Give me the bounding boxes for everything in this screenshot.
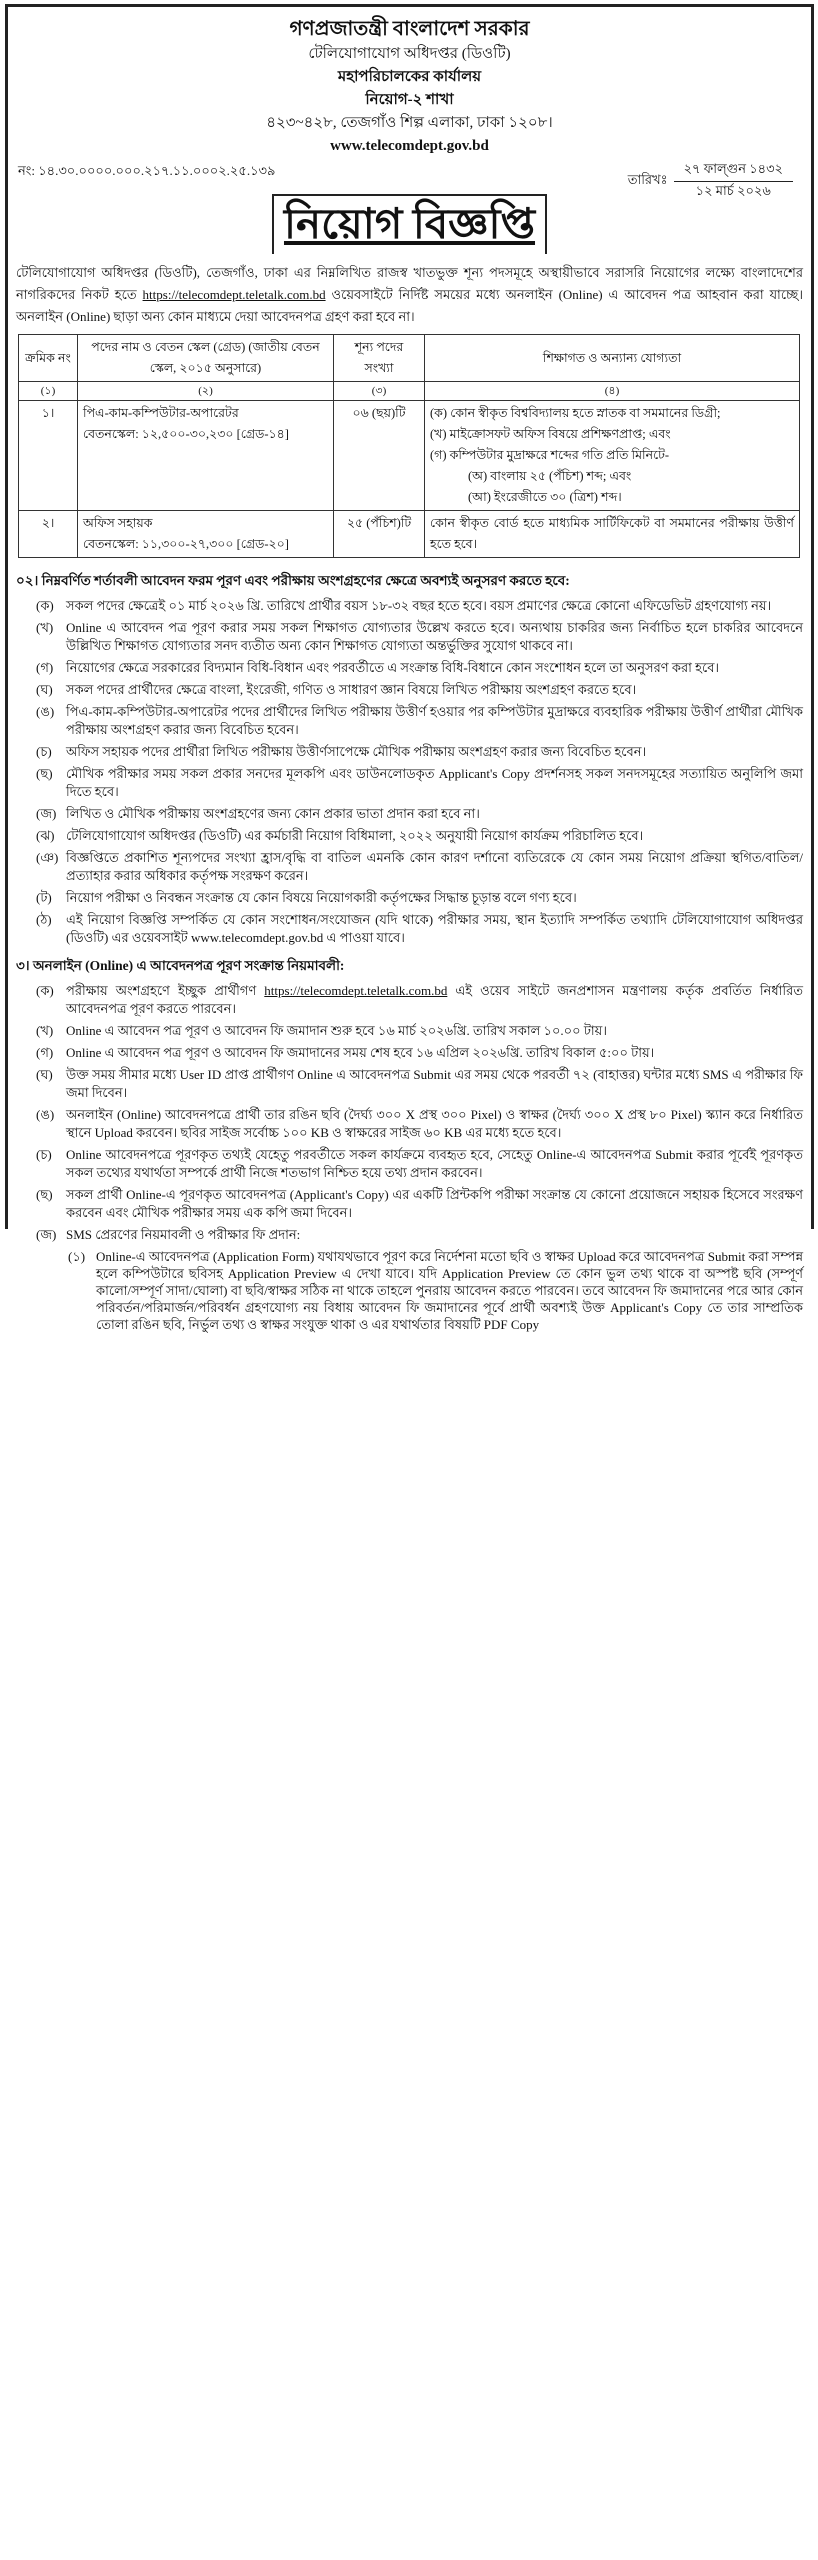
- item-key: (খ): [36, 1023, 54, 1038]
- list-item: [36, 619, 803, 655]
- item-text: সকল প্রার্থী Online-এ পূরণকৃত আবেদনপত্র (Applicant's Copy) এর একটি প্রিন্টকপি পরীক্ষা সংক্রান্ত যে কোনো প্রয়োজনে সহায়ক হিসেবে সংরক্ষণ করবেন এবং মৌখিক পরীক্ষার সময় এক কপি জমা দিবেন।: [66, 1187, 803, 1220]
- item-key: (চ): [36, 744, 52, 759]
- item-text: অনলাইন (Online) আবেদনপত্রে প্রার্থী তার রঙিন ছবি (দৈর্ঘ্য ৩০০ X প্রস্থ ৩০০ Pixel) ও স্বাক্ষর (দৈর্ঘ্য ৩০০ X প্রস্থ ৮০ Pixel) স্ক্যান করে নির্ধারিত স্থানে Upload করবেন। ছবির সাইজ সর্বোচ্চ ১০০ KB ও স্বাক্ষরের সাইজ ৬০ KB এর মধ্যে হতে হবে।: [66, 1107, 803, 1140]
- item-key: (ঘ): [36, 682, 53, 697]
- col-number: (১): [19, 382, 78, 401]
- item-text: পিএ-কাম-কম্পিউটার-অপারেটর পদের প্রার্থীদের লিখিত পরীক্ষায় উত্তীর্ণ হওয়ার পর কম্পিউটার মুদ্রাক্ষরে ব্যবহারিক পরীক্ষায় উত্তীর্ণ প্রার্থীরা মৌখিক পরীক্ষায় অংশগ্রহণ করার জন্য বিবেচিত হবেন।: [66, 704, 803, 737]
- col-header-post: পদের নাম ও বেতন স্কেল (গ্রেড) (জাতীয় বেতন স্কেল, ২০১৫ অনুসারে): [78, 335, 334, 382]
- item-key: (ঞ): [36, 850, 59, 865]
- teletalk-link[interactable]: https://telecomdept.teletalk.com.bd: [264, 983, 448, 998]
- government-name: গণপ্রজাতন্ত্রী বাংলাদেশ সরকার: [289, 18, 530, 40]
- item-key: (খ): [36, 620, 54, 635]
- item-text: SMS প্রেরণের নিয়মাবলী ও পরীক্ষার ফি প্রদান:: [66, 1227, 301, 1242]
- vacancy-count: ২৫ (পঁচিশ)টি: [334, 511, 425, 558]
- item-key: (ক): [36, 598, 54, 613]
- list-item: [36, 1066, 803, 1102]
- date-english: ১২ মার্চ ২০২৬: [695, 183, 771, 198]
- item-text: সকল পদের প্রার্থীদের ক্ষেত্রে বাংলা, ইংরেজী, গণিত ও সাধারণ জ্ঞান বিষয়ে লিখিত পরীক্ষায় অংশগ্রহণ করতে হবে।: [66, 682, 637, 697]
- teletalk-link[interactable]: https://telecomdept.teletalk.com.bd: [142, 287, 326, 302]
- col-header-qualification: শিক্ষাগত ও অন্যান্য যোগ্যতা: [425, 335, 800, 382]
- item-key: (ক): [36, 983, 54, 998]
- item-text: নিয়োগের ক্ষেত্রে সরকারের বিদ্যমান বিধি-বিধান এবং পরবর্তীতে এ সংক্রান্ত বিধি-বিধানে কোন সংশোধন হলে তা অনুসরণ করা হবে।: [66, 660, 720, 675]
- qualification: (গ) কম্পিউটার মুদ্রাক্ষরে শব্দের গতি প্রতি মিনিটে-: [430, 448, 670, 462]
- list-item: [36, 827, 803, 845]
- date-label: তারিখঃ: [627, 172, 668, 187]
- list-item: [36, 849, 803, 885]
- item-key: (ছ): [36, 766, 53, 781]
- item-key: (জ): [36, 806, 57, 821]
- item-text: লিখিত ও মৌখিক পরীক্ষায় অংশগ্রহণের জন্য কোন প্রকার ভাতা প্রদান করা হবে না।: [66, 806, 480, 821]
- item-key: (ঙ): [36, 1107, 55, 1122]
- pay-scale: বেতনস্কেল: ১১,৩০০-২৭,৩০০ [গ্রেড-২০]: [83, 537, 289, 551]
- item-text: Online এ আবেদন পত্র পূরণ করার সময় সকল শিক্ষাগত যোগ্যতার উল্লেখ করতে হবে। অন্যথায় চাকরির জন্য নির্বাচিত হলে চাকরির আবেদনে উল্লিখিত শিক্ষাগত যোগ্যতার সনদ ব্যতীত অন্য কোন শিক্ষাগত যোগ্যতা অন্তর্ভুক্তির সুযোগ থাকবে না।: [66, 620, 803, 653]
- list-item: [36, 889, 803, 907]
- col-header-serial: ক্রমিক নং: [19, 335, 78, 382]
- item-key: (চ): [36, 1147, 52, 1162]
- department-name: টেলিযোগাযোগ অধিদপ্তর (ডিওটি): [308, 46, 511, 62]
- pay-scale: বেতনস্কেল: ১২,৫০০-৩০,২৩০ [গ্রেড-১৪]: [83, 427, 289, 441]
- item-text: বিজ্ঞপ্তিতে প্রকাশিত শূন্যপদের সংখ্যা হ্রাস/বৃদ্ধি বা বাতিল এমনকি কোন কারণ দর্শানো ব্যতিরেকে যে কোন সময় নিয়োগ প্রক্রিয়া স্থগিত/বাতিল/প্রত্যাহার করার অধিকার কর্তৃপক্ষ সংরক্ষণ করেন।: [66, 850, 803, 883]
- col-number: (৩): [334, 382, 425, 401]
- item-text: টেলিযোগাযোগ অধিদপ্তর (ডিওটি) এর কর্মচারী নিয়োগ বিধিমালা, ২০২২ অনুযায়ী নিয়োগ কার্যক্রম পরিচালিত হবে।: [66, 828, 644, 843]
- vacancy-table: [18, 334, 800, 558]
- list-item: [36, 1022, 803, 1040]
- qualification: (ক) কোন স্বীকৃত বিশ্ববিদ্যালয় হতে স্নাতক বা সমমানের ডিগ্রী;: [430, 406, 721, 420]
- serial: ২।: [19, 511, 78, 558]
- office-name: মহাপরিচালকের কার্যালয়: [337, 69, 482, 85]
- qualification: (আ) ইংরেজীতে ৩০ (ত্রিশ) শব্দ।: [468, 490, 622, 504]
- item-key: (গ): [36, 660, 54, 675]
- item-key: (ট): [36, 890, 52, 905]
- branch-name: নিয়োগ-২ শাখা: [365, 92, 454, 108]
- item-key: (ঙ): [36, 704, 55, 719]
- list-item: [36, 1226, 803, 1244]
- list-item: [36, 743, 803, 761]
- item-key: (ঠ): [36, 912, 52, 927]
- vacancy-count: ০৬ (ছয়)টি: [334, 401, 425, 511]
- item-text: পরীক্ষায় অংশগ্রহণে ইচ্ছুক প্রার্থীগণ: [66, 983, 265, 998]
- list-item: [36, 1106, 803, 1142]
- list-item: [36, 765, 803, 801]
- col-number: (৪): [425, 382, 800, 401]
- item-text: নিয়োগ পরীক্ষা ও নিবন্ধন সংক্রান্ত যে কোন বিষয়ে নিয়োগকারী কর্তৃপক্ষের সিদ্ধান্ত চূড়ান্ত বলে গণ্য হবে।: [66, 890, 577, 905]
- serial: ১।: [19, 401, 78, 511]
- list-item: [36, 597, 803, 615]
- address: ৪২৩~৪২৮, তেজগাঁও শিল্প এলাকা, ঢাকা ১২০৮।: [266, 115, 553, 131]
- post-name: অফিস সহায়ক: [83, 516, 153, 530]
- reference-number: নং: ১৪.৩০.০০০০.০০০.২১৭.১১.০০০২.২৫.১৩৯: [18, 163, 276, 178]
- list-item: [36, 1186, 803, 1222]
- col-number: (২): [78, 382, 334, 401]
- item-text: এই ওয়েব সাইটে জনপ্রশাসন মন্ত্রণালয় কর্তৃক প্রবর্তিত নির্ধারিত আবেদনপত্র পূরণ করতে পারবেন।: [66, 983, 804, 1016]
- table-row: [19, 511, 800, 558]
- list-item: [36, 659, 803, 677]
- item-text: Online এ আবেদন পত্র পূরণ ও আবেদন ফি জমাদান শুরু হবে ১৬ মার্চ ২০২৬খ্রি. তারিখ সকাল ১০.০০ টায়।: [66, 1023, 607, 1038]
- item-key: (গ): [36, 1045, 54, 1060]
- website[interactable]: www.telecomdept.gov.bd: [330, 138, 489, 154]
- letterhead: [8, 15, 811, 158]
- item-text: Online-এ আবেদনপত্র (Application Form) যথাযথভাবে পূরণ করে নির্দেশনা মতো ছবি ও স্বাক্ষর Upload করে আবেদনপত্র Submit করা সম্পন্ন হলে কম্পিউটারে ছবিসহ Application Preview এ দেখা যাবে। যদি Application Preview তে কোন ভুল তথ্য থাকে বা অস্পষ্ট ছবি (সম্পূর্ণ কালো/সম্পূর্ণ সাদা/ঘোলা) বা ছবি/স্বাক্ষর সঠিক না থাকে তাহলে পুনরায় আবেদন করতে পারবেন। তবে আবেদন ফি জমাদানের পরে আর কোন পরিবর্তন/পরিমার্জন/পরিবর্ধন গ্রহণযোগ্য নয় বিধায় আবেদন ফি জমাদানের পূর্বে প্রার্থী অবশ্যই উক্ত Applicant's Copy তে তার সাম্প্রতিক তোলা রঙিন ছবি, নির্ভুল তথ্য ও স্বাক্ষর সংযুক্ত থাকা ও এর যথার্থতার বিষয়টি PDF Copy: [96, 1249, 803, 1332]
- section-2-heading: ০২। নিম্নবর্ণিত শর্তাবলী আবেদন ফরম পূরণ এবং পরীক্ষায় অংশগ্রহণের ক্ষেত্রে অবশ্যই অনুসরণ করতে হবে:: [16, 573, 570, 588]
- item-text: উক্ত সময় সীমার মধ্যে User ID প্রাপ্ত প্রার্থীগণ Online এ আবেদনপত্র Submit এর সময় থেকে পরবর্তী ৭২ (বাহাত্তর) ঘন্টার মধ্যে SMS এ পরীক্ষার ফি জমা দিবেন।: [66, 1067, 803, 1100]
- item-text: অফিস সহায়ক পদের প্রার্থীরা লিখিত পরীক্ষায় উত্তীর্ণসাপেক্ষে মৌখিক পরীক্ষায় অংশগ্রহণ করার জন্য বিবেচিত হবেন।: [66, 744, 647, 759]
- post-name: পিএ-কাম-কম্পিউটার-অপারেটর: [83, 406, 239, 420]
- section-3-heading: ৩। অনলাইন (Online) এ আবেদনপত্র পূরণ সংক্রান্ত নিয়মাবলী:: [16, 958, 345, 973]
- item-key: (ঝ): [36, 828, 55, 843]
- item-text: মৌখিক পরীক্ষার সময় সকল প্রকার সনদের মূলকপি এবং ডাউনলোডকৃত Applicant's Copy প্রদর্শনসহ সকল সনদসমূহের সত্যায়িত অনুলিপি জমা দিতে হবে।: [66, 766, 803, 799]
- item-key: (ছ): [36, 1187, 53, 1202]
- item-key: (১): [68, 1249, 86, 1264]
- page-title: নিয়োগ বিজ্ঞপ্তি: [272, 194, 547, 254]
- list-item: [36, 911, 803, 947]
- item-text: এই নিয়োগ বিজ্ঞপ্তি সম্পর্কিত যে কোন সংশোধন/সংযোজন (যদি থাকে) পরীক্ষার সময়, স্থান ইত্যাদি সম্পর্কিত তথ্যাদি টেলিযোগাযোগ অধিদপ্তর (ডিওটি) এর ওয়েবসাইট www.telecomdept.gov.bd এ পাওয়া যাবে।: [66, 912, 803, 945]
- item-text: Online আবেদনপত্রে পূরণকৃত তথ্যই যেহেতু পরবর্তীতে সকল কার্যক্রমে ব্যবহৃত হবে, সেহেতু Online-এ আবেদনপত্র Submit করার পূর্বেই পূরণকৃত সকল তথ্যের যথার্থতা সম্পর্কে প্রার্থী নিজে শতভাগ নিশ্চিত হয়ে তথ্য প্রদান করবেন।: [66, 1147, 803, 1180]
- intro-text-end: ওয়েবসাইটে নির্দিষ্ট সময়ের মধ্যে অনলাইন (Online) এ আবেদন পত্র আহবান করা যাচ্ছে। অনলাইন (Online) ছাড়া অন্য কোন মাধ্যমে দেয়া আবেদনপত্র গ্রহণ করা হবে না।: [16, 287, 804, 324]
- date-block: [628, 160, 793, 203]
- list-item: [68, 1248, 803, 1333]
- item-key: (জ): [36, 1227, 57, 1242]
- table-row: [19, 401, 800, 511]
- list-item: [36, 681, 803, 699]
- list-item: [36, 805, 803, 823]
- date-bangla: ২৭ ফাল্গুন ১৪৩২: [674, 160, 793, 182]
- intro-paragraph: [8, 262, 811, 328]
- qualification: (খ) মাইক্রোসফট অফিস বিষয়ে প্রশিক্ষণপ্রাপ্ত; এবং: [430, 427, 671, 441]
- list-item: [36, 703, 803, 739]
- list-item: [36, 982, 803, 1018]
- item-text: Online এ আবেদন পত্র পূরণ ও আবেদন ফি জমাদানের সময় শেষ হবে ১৬ এপ্রিল ২০২৬খ্রি. তারিখ বিকাল ৫:০০ টায়।: [66, 1045, 655, 1060]
- qualification: কোন স্বীকৃত বোর্ড হতে মাধ্যমিক সার্টিফিকেট বা সমমানের পরীক্ষায় উত্তীর্ণ হতে হবে।: [425, 511, 800, 558]
- intro-text: টেলিযোগাযোগ অধিদপ্তর (ডিওটি), তেজগাঁও, ঢাকা এর নিম্নলিখিত রাজস্ব খাতভুক্ত শূন্য পদসমূহে অস্থায়ীভাবে সরাসরি নিয়োগের লক্ষ্যে বাংলাদেশের নাগরিকদের নিকট হতে: [16, 265, 803, 302]
- item-text: সকল পদের ক্ষেত্রেই ০১ মার্চ ২০২৬ খ্রি. তারিখে প্রার্থীর বয়স ১৮-৩২ বছর হতে হবে। বয়স প্রমাণের ক্ষেত্রে কোনো এফিডেভিট গ্রহণযোগ্য নয়।: [66, 598, 772, 613]
- list-item: [36, 1146, 803, 1182]
- list-item: [36, 1044, 803, 1062]
- qualification: (অ) বাংলায় ২৫ (পঁচিশ) শব্দ; এবং: [468, 469, 632, 483]
- circular-page: [5, 4, 814, 1332]
- col-header-count: শূন্য পদের সংখ্যা: [334, 335, 425, 382]
- item-key: (ঘ): [36, 1067, 53, 1082]
